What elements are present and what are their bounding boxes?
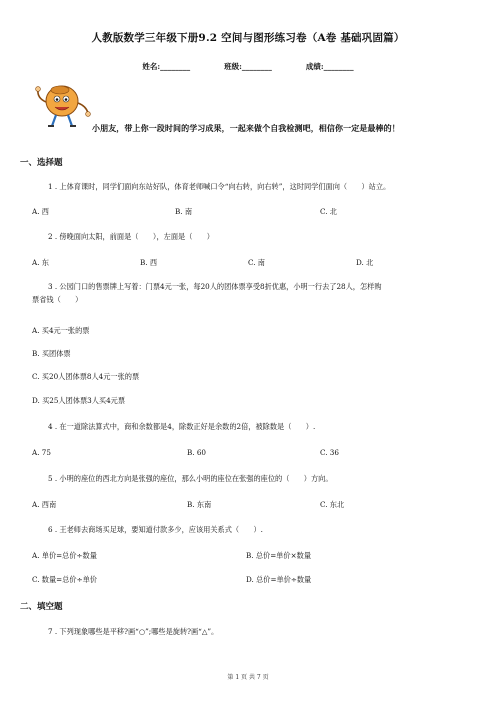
option-c[interactable]: C. 36: [320, 448, 339, 457]
option-c[interactable]: C. 数量=总价÷单价: [32, 575, 97, 584]
option-b[interactable]: B. 东南: [187, 500, 212, 509]
option-b[interactable]: B. 西: [140, 258, 158, 267]
page-footer: 第 1 页 共 7 页: [227, 674, 269, 681]
question-5-options: [32, 500, 478, 510]
question-6: 6 . 王老师去商场买足球，要知道付款多少，应该用关系式（ ）.: [48, 525, 263, 534]
question-6-options-row-2: [32, 575, 478, 585]
question-7: 7 . 下列现象哪些是平移?画“○”;哪些是旋转?画“△”。: [48, 627, 219, 636]
option-c[interactable]: C. 南: [248, 258, 265, 267]
option-c[interactable]: C. 北: [320, 207, 337, 216]
option-d[interactable]: D. 买25人团体票3人买4元票: [32, 396, 126, 405]
question-1-options: [32, 207, 478, 217]
option-a[interactable]: A. 单价=总价÷数量: [32, 551, 97, 560]
question-3: [32, 280, 478, 306]
section-heading-fill: 二、填空题: [20, 602, 63, 612]
option-a[interactable]: A. 买4元一张的票: [32, 326, 90, 335]
class-field[interactable]: 班级:________: [224, 62, 272, 71]
section-heading-choice: 一、选择题: [20, 158, 63, 168]
option-b[interactable]: B. 60: [187, 448, 206, 457]
option-a[interactable]: A. 西: [32, 207, 49, 216]
question-3-line-1: 3 . 公园门口的售票牌上写着：门票4元一张，每20人的团体票享受8折优惠，小明一行去了28人，怎样购: [48, 282, 382, 291]
encouragement-text: 小朋友，带上你一段时间的学习成果，一起来做个自我检测吧，相信你一定是最棒的！: [92, 123, 400, 133]
option-c[interactable]: C. 东北: [320, 500, 345, 509]
name-field[interactable]: 姓名:________: [142, 62, 191, 71]
option-a[interactable]: A. 东: [32, 258, 49, 267]
option-d[interactable]: D. 总价=单价÷数量: [246, 575, 312, 584]
mascot-illustration: [32, 80, 92, 130]
option-b[interactable]: B. 买团体票: [32, 349, 71, 358]
question-4-options: [32, 448, 478, 458]
page-title: 人教版数学三年级下册9.2 空间与图形练习卷（A卷 基础巩固篇）: [91, 32, 405, 44]
score-field[interactable]: 成绩:________: [305, 62, 354, 71]
option-c[interactable]: C. 买20人团体票8人4元一张的票: [32, 372, 140, 381]
option-d[interactable]: D. 北: [356, 258, 374, 267]
question-2: 2 . 傍晚面向太阳，前面是（ ），左面是（ ）: [48, 232, 214, 241]
question-2-options: [32, 258, 478, 268]
question-3-line-2: 票省钱（ ）: [32, 295, 83, 304]
question-4: 4 . 在一道除法算式中，商和余数都是4，除数正好是余数的2倍，被除数是（ ）.: [48, 422, 316, 431]
question-6-options-row-1: [32, 551, 478, 561]
student-info: [0, 61, 496, 72]
option-a[interactable]: A. 75: [32, 448, 51, 457]
question-1: 1 . 上体育课时，同学们面向东站好队，体育老师喊口令“向右转，向右转”，这时同学们面向（ ）站立。: [48, 182, 391, 191]
option-a[interactable]: A. 西南: [32, 500, 57, 509]
option-b[interactable]: B. 总价=单价×数量: [246, 551, 312, 560]
question-5: 5 . 小明的座位的西北方向是张强的座位，那么小明的座位在张强的座位的（ ）方向。: [48, 474, 333, 483]
option-b[interactable]: B. 南: [175, 207, 193, 216]
